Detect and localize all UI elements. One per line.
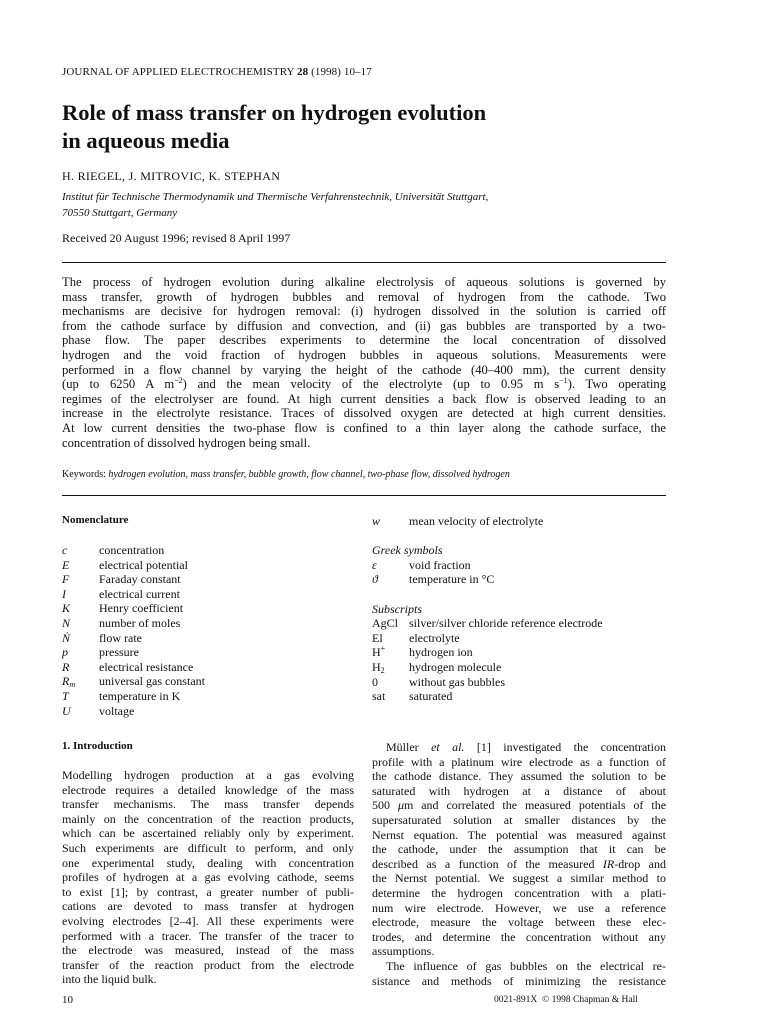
greek-symbols-heading: Greek symbols xyxy=(372,543,443,558)
nomenclature-row xyxy=(62,601,205,616)
body-line: cations are devoted to mass transfer at hydrogen xyxy=(62,899,354,914)
nomenclature-symbol: $R_m$ xyxy=(62,674,76,690)
body-line: 500 μm and correlated the measured potentials of the xyxy=(372,798,667,813)
body-line: performed with a tracer. The transfer of the tracer to xyxy=(62,928,354,943)
nomenclature-description: silver/silver chloride reference electrode xyxy=(409,616,603,631)
body-line: evolving electrodes [2–4]. All these experiments were xyxy=(62,913,354,928)
nomenclature-description: void fraction xyxy=(409,557,471,572)
nomenclature-description: flow rate xyxy=(99,630,142,645)
nomenclature-row xyxy=(372,675,603,690)
body-line: electrode, measure the voltage between these elec- xyxy=(372,915,666,930)
keywords xyxy=(62,469,510,480)
body-line: into the liquid bulk. xyxy=(62,972,157,987)
nomenclature-description: Henry coefficient xyxy=(99,601,184,616)
body-line: the cathode, under the assumption that it can be xyxy=(372,842,666,857)
nomenclature-description: universal gas constant xyxy=(99,674,205,689)
body-line: transfer mechanisms. The mass transfer depends xyxy=(62,797,354,812)
abstract xyxy=(62,275,666,450)
nomenclature-row xyxy=(372,558,603,573)
nomenclature-row xyxy=(62,631,205,646)
subscripts-list xyxy=(372,616,603,704)
body-line: sistance and methods of minimizing the resistance xyxy=(372,973,666,988)
body-line: one experimental study, dealing with concentration xyxy=(62,855,354,870)
nomenclature-left-list xyxy=(62,543,205,718)
nomenclature-symbol: K xyxy=(62,601,71,616)
nomenclature-row xyxy=(372,645,603,660)
nomenclature-symbol: N xyxy=(62,615,71,630)
page-number: 10 xyxy=(62,994,73,1006)
journal-volume: 28 xyxy=(297,66,309,78)
abstract-line: mechanisms are decisive for hydrogen removal: (i) hydrogen dissolved in the solution is carried off xyxy=(62,304,666,319)
journal-name: JOURNAL OF APPLIED ELECTROCHEMISTRY xyxy=(62,66,295,78)
abstract-line: The process of hydrogen evolution during alkaline electrolysis of aqueous solutions is governed by xyxy=(62,275,666,289)
body-line: the cathode distance. They assumed the solution to be xyxy=(372,769,666,784)
nomenclature-symbol: I xyxy=(62,586,66,601)
body-line: which can be ascertained reliably only by experiment. xyxy=(62,826,354,841)
body-line: assumptions. xyxy=(372,944,435,959)
nomenclature-symbol: ε xyxy=(372,557,377,572)
body-line: profiles of hydrogen at a gas evolving cathode, seems xyxy=(62,870,354,885)
paper-title-line: Role of mass transfer on hydrogen evolution xyxy=(62,100,487,125)
keywords-label: Keywords: xyxy=(62,469,106,480)
abstract-line: (up to 6250 A $m^{-2}$) and the mean velocity of the electrolyte (up to 0.95 m $s^{-1}$). Two operating xyxy=(62,376,666,392)
body-line: Nernst equation. The potential was measured against xyxy=(372,827,666,842)
nomenclature-symbol: El xyxy=(372,630,383,645)
abstract-line: from the cathode surface by diffusion and convection, and (ii) gas bubbles are transported by a two- xyxy=(62,318,666,333)
nomenclature-description: electrical potential xyxy=(99,557,188,572)
nomenclature-row xyxy=(372,689,603,704)
paper-title-line: in aqueous media xyxy=(62,128,230,153)
nomenclature-description: Faraday constant xyxy=(99,572,181,587)
abstract-line: performed in a flow channel by varying the height of the cathode (40–400 mm), the current density xyxy=(62,362,666,377)
body-line: described as a function of the measured IR-drop and xyxy=(372,856,666,871)
abstract-line: phase flow. The paper describes experiments to determine the local concentration of dissolved xyxy=(62,333,666,348)
nomenclature-symbol: Ṅ xyxy=(62,630,71,645)
nomenclature-row xyxy=(62,660,205,675)
nomenclature-row xyxy=(62,674,205,689)
nomenclature-row xyxy=(62,645,205,660)
nomenclature-symbol: sat xyxy=(372,689,386,704)
nomenclature-row xyxy=(372,660,603,675)
body-line: electrode requires a detailed knowledge of the mass xyxy=(62,782,354,797)
nomenclature-row xyxy=(62,558,205,573)
nomenclature-symbol: T xyxy=(62,688,69,703)
copyright-text: 1998 Chapman & Hall xyxy=(551,995,638,1005)
body-line: supersaturated solution at smaller distances by the xyxy=(372,812,666,827)
nomenclature-symbol: c xyxy=(62,543,68,557)
authors: H. RIEGEL, J. MITROVIC, K. STEPHAN xyxy=(62,169,281,183)
nomenclature-symbol: p xyxy=(62,645,68,660)
subscripts-heading: Subscripts xyxy=(372,601,423,616)
section-heading: 1. Introduction xyxy=(62,740,133,752)
nomenclature-symbol: 0 xyxy=(372,674,378,689)
nomenclature-row xyxy=(372,631,603,646)
nomenclature-row xyxy=(62,689,205,704)
nomenclature-description: pressure xyxy=(99,645,139,660)
abstract-line: mass transfer, growth of hydrogen bubbles and removal of hydrogen from the cathode. Two xyxy=(62,289,666,304)
nomenclature-title: Nomenclature xyxy=(62,514,129,526)
abstract-line: concentration of dissolved hydrogen being small. xyxy=(62,435,311,450)
divider-top xyxy=(62,262,666,263)
received-dates: Received 20 August 1996; revised 8 April 1997 xyxy=(62,231,291,245)
nomenclature-description: number of moles xyxy=(99,615,181,630)
body-line: the Nernst potential. We suggest a similar method to xyxy=(372,871,666,886)
nomenclature-symbol: $H_2$ xyxy=(372,659,385,675)
nomenclature-row xyxy=(372,572,603,587)
body-line: profile with a platinum wire electrode as a function of xyxy=(372,754,666,769)
nomenclature-row xyxy=(62,616,205,631)
body-line: the electrode was measured, instead of the mass xyxy=(62,943,354,958)
nomenclature-description: saturated xyxy=(409,689,453,704)
keywords-list: hydrogen evolution, mass transfer, bubble growth, flow channel, two-phase flow, dissolved hydrogen xyxy=(108,469,510,480)
nomenclature-symbol: R xyxy=(62,659,70,674)
nomenclature-row xyxy=(62,543,205,558)
nomenclature-description: electrical current xyxy=(99,586,180,601)
body-line: transfer of the reaction product from the electrode xyxy=(62,957,354,972)
journal-header xyxy=(62,66,372,78)
nomenclature-symbol: ϑ xyxy=(372,572,378,587)
body-line: determine the hydrogen concentration with a plati- xyxy=(372,885,666,900)
body-line: Such experiments are difficult to perform, and only xyxy=(62,840,354,855)
nomenclature-description: without gas bubbles xyxy=(409,674,505,689)
nomenclature-row xyxy=(372,616,603,631)
nomenclature-row xyxy=(62,704,205,719)
copyright-symbol: © xyxy=(542,995,550,1005)
nomenclature-description: hydrogen ion xyxy=(409,645,473,660)
nomenclature-symbol: AgCl xyxy=(372,616,399,631)
nomenclature-description: hydrogen molecule xyxy=(409,659,502,674)
abstract-line: At low current densities the two-phase flow is confined to a thin layer along the cathode surface, the xyxy=(62,420,666,435)
issn-code: 0021-891X xyxy=(494,995,538,1005)
nomenclature-description: electrolyte xyxy=(409,630,460,645)
body-line: to exist [1]; by contrast, a greater number of publi- xyxy=(62,884,354,899)
affiliation-line: 70550 Stuttgart, Germany xyxy=(62,207,178,219)
body-line: The influence of gas bubbles on the electrical re- xyxy=(386,958,666,973)
nomenclature-description: temperature in K xyxy=(99,688,181,703)
abstract-line: hydrogen and the void fraction of hydrogen bubbles in aqueous solutions. Measurements were xyxy=(62,347,666,362)
nomenclature-row: w mean velocity of electrolyte xyxy=(372,514,544,528)
divider-middle xyxy=(62,495,666,496)
nomenclature-symbol: F xyxy=(62,572,70,587)
nomenclature-symbol: H+ xyxy=(372,644,386,660)
nomenclature-description: electrical resistance xyxy=(99,659,194,674)
nomenclature-row xyxy=(62,572,205,587)
affiliation xyxy=(62,189,488,221)
affiliation-line: Institut für Technische Thermodynamik und Thermische Verfahrenstechnik, Universität Stuttgart, xyxy=(62,191,489,203)
body-line: Müller et al. [1] investigated the concentration xyxy=(386,740,666,754)
body-line: Modelling hydrogen production at a gas evolving xyxy=(62,768,354,782)
intro-right-column xyxy=(372,740,666,988)
journal-year-pages: (1998) 10–17 xyxy=(311,66,372,78)
nomenclature-right-list xyxy=(372,514,603,704)
nomenclature-description: concentration xyxy=(99,543,165,557)
paper-title xyxy=(62,99,486,155)
abstract-line: regimes of the electrolyser are found. At high current densities a back flow is observed leading to an xyxy=(62,391,666,406)
nomenclature-description: voltage xyxy=(99,703,135,718)
nomenclature-symbol: E xyxy=(62,557,70,572)
abstract-line: increase in the electrolyte resistance. Traces of dissolved oxygen are detected at high current densities. xyxy=(62,406,666,421)
greek-symbols-list xyxy=(372,558,603,587)
body-line: num wire electrode. However, we use a reference xyxy=(372,900,666,915)
copyright-line xyxy=(494,995,638,1005)
nomenclature-symbol: U xyxy=(62,703,71,718)
body-line: saturated with hydrogen at a distance of about xyxy=(372,783,666,798)
nomenclature-description: temperature in °C xyxy=(409,572,495,587)
body-line: mainly on the concentration of the reaction products, xyxy=(62,811,354,826)
intro-left-column xyxy=(62,768,354,987)
nomenclature-row xyxy=(62,587,205,602)
body-line: trodes, and determine the concentration without any xyxy=(372,929,666,944)
